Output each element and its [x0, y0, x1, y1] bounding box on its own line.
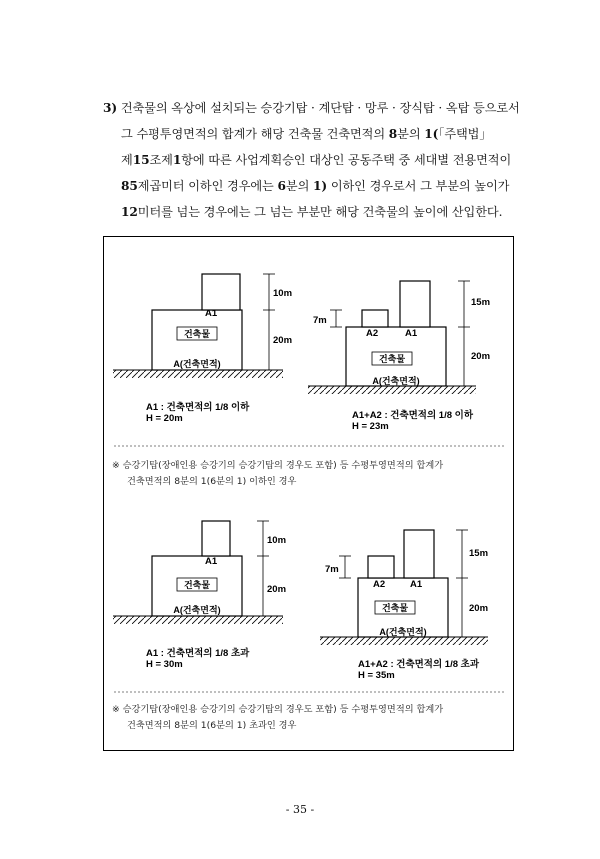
caption-ratio: A1+A2 : 건축면적의 1/8 초과 [358, 659, 480, 670]
diagram-3 [113, 521, 286, 670]
ground-hatch [113, 616, 283, 624]
diagram-4 [320, 530, 488, 681]
area-label: A(건축면적) [379, 627, 427, 637]
dim-bottom-label: 20m [267, 584, 287, 595]
roof-structure-a1 [202, 521, 230, 556]
roof-label-a2: A2 [373, 579, 386, 590]
paragraph-line-3: 제15조제1항에 따른 사업계획승인 대상인 공동주택 중 세대별 전용면적이 [121, 153, 512, 167]
note-2-line-1: ※ 승강기탑(장애인용 승강기의 승강기탑의 경우도 포함) 등 수평투영면적의 합계가 [112, 704, 444, 715]
caption-height: H = 30m [146, 659, 183, 670]
caption-height: H = 20m [146, 413, 183, 424]
diagram-1 [113, 274, 292, 424]
roof-structure-a2 [362, 310, 388, 327]
note-2-line-2: 건축면적의 8분의 1(6분의 1) 초과인 경우 [127, 720, 297, 731]
dim-top-label: 15m [471, 297, 491, 308]
building-label: 건축물 [381, 603, 409, 613]
roof-label-a1: A1 [205, 308, 218, 319]
caption-height: H = 23m [352, 421, 389, 432]
item-marker: 3) [103, 101, 118, 115]
building-label: 건축물 [378, 354, 406, 364]
building-label: 건축물 [183, 580, 211, 590]
area-label: A(건축면적) [173, 605, 221, 615]
dim-top-label: 10m [273, 288, 293, 299]
caption-height: H = 35m [358, 670, 395, 681]
note-1-line-2: 건축면적의 8분의 1(6분의 1) 이하인 경우 [127, 476, 297, 487]
roof-structure-a1 [400, 281, 430, 327]
page-number: - 35 - [285, 803, 315, 816]
dim-top-label: 15m [469, 548, 489, 559]
note-1-line-1: ※ 승강기탑(장애인용 승강기의 승강기탑의 경우도 포함) 등 수평투영면적의 합계가 [112, 460, 444, 471]
roof-label-a1: A1 [410, 579, 423, 590]
paragraph-line-1: 3) 건축물의 옥상에 설치되는 승강기탑 · 계단탑 · 망루 · 장식탑 · 옥탑 등으로서 [103, 101, 520, 115]
dim-bottom-label: 20m [469, 603, 489, 614]
roof-structure-a1 [404, 530, 434, 578]
ground-hatch [308, 386, 476, 394]
roof-structure-a1 [202, 274, 240, 310]
caption-ratio: A1 : 건축면적의 1/8 이하 [146, 402, 250, 413]
roof-label-a1: A1 [205, 556, 218, 567]
building-label: 건축물 [183, 329, 211, 339]
dim-bottom-label: 20m [471, 351, 491, 362]
paragraph-line-2: 그 수평투영면적의 합계가 해당 건축물 건축면적의 8분의 1(「주택법」 [121, 127, 492, 141]
caption-ratio: A1 : 건축면적의 1/8 초과 [146, 648, 250, 659]
roof-structure-a2 [368, 556, 394, 578]
ground-hatch [113, 370, 283, 378]
paragraph-line-4: 85제곱미터 이하인 경우에는 6분의 1) 이하인 경우로서 그 부분의 높이가 [121, 179, 510, 193]
roof-label-a1: A1 [405, 328, 418, 339]
dim-left-label: 7m [325, 564, 339, 575]
caption-ratio: A1+A2 : 건축면적의 1/8 이하 [352, 410, 474, 421]
dim-bottom-label: 20m [273, 335, 293, 346]
ground-hatch [320, 637, 488, 645]
roof-label-a2: A2 [366, 328, 379, 339]
diagram-2 [308, 281, 490, 432]
area-label: A(건축면적) [173, 359, 221, 369]
area-label: A(건축면적) [372, 376, 420, 386]
dim-top-label: 10m [267, 535, 287, 546]
paragraph-line-5: 12미터를 넘는 경우에는 그 넘는 부분만 해당 건축물의 높이에 산입한다. [121, 205, 503, 219]
dim-left-label: 7m [313, 315, 327, 326]
